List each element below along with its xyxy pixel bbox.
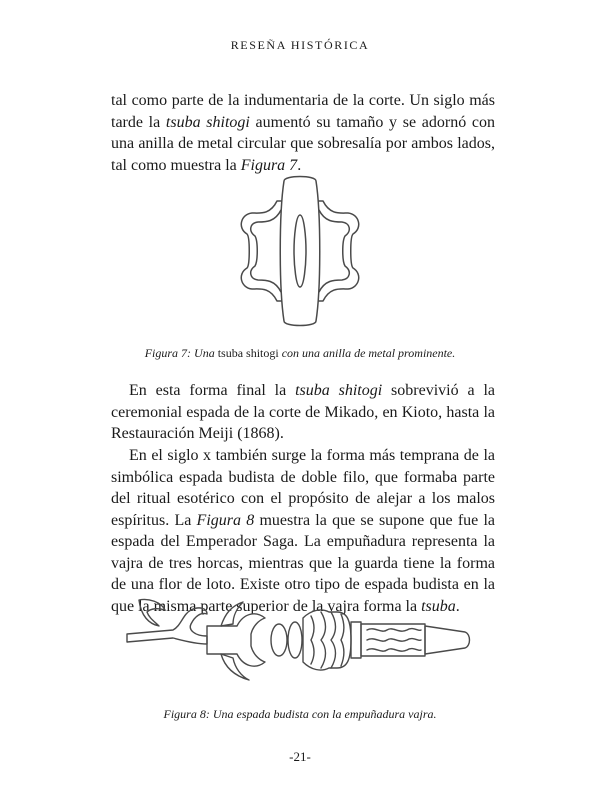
paragraph-1 <box>111 90 495 176</box>
paragraph-3 <box>111 445 495 617</box>
paragraph-1-text-b: aumentó su tamaño y se adornó con una anilla de metal circular que sobresalía por ambos lados, tal como muestra la <box>111 113 495 174</box>
figure-7-tsuba-illustration <box>222 173 378 329</box>
paragraph-2-term-tsuba-shitogi: tsuba shitogi <box>295 382 383 399</box>
vajra-knob-ring <box>288 622 302 658</box>
figure-7-caption-b: con una anilla de metal prominente. <box>281 346 456 360</box>
blade-tip <box>425 626 470 654</box>
figure-8-sword-illustration <box>125 596 475 682</box>
running-head: RESEÑA HISTÓRICA <box>230 38 370 52</box>
paragraph-2-text-a: En esta forma final la <box>129 382 296 399</box>
vajra-prong-tip <box>139 599 165 626</box>
blade-decoration <box>367 629 421 652</box>
vajra-knob <box>271 624 287 656</box>
paragraph-3-term-tsuba: tsuba <box>421 597 456 615</box>
paragraph-3-text-a: En el siglo x también surge la forma más temprana de la simbólica espada budista de doble filo, que formaba parte del ritual esotérico con el propósito de alejar a los malos espíritus. La <box>111 447 495 529</box>
figure-8-caption: Figura 8: Una espada budista con la empuñadura vajra. <box>163 707 437 721</box>
paragraph-2-text-b: sobrevivió a la ceremonial espada de la corte de Mikado, en Kioto, hasta la Restauración Meiji (1868). <box>111 382 495 442</box>
vajra-head <box>207 614 265 666</box>
paragraph-1-text-a: tal como parte de la indumentaria de la corte. Un siglo más tarde la <box>111 92 495 131</box>
figure-7-caption-term: tsuba shitogi <box>214 346 282 360</box>
page-number: -21- <box>289 749 311 764</box>
figure-7-caption <box>0 346 600 361</box>
paragraph-3-text-c: . <box>455 597 460 615</box>
paragraph-1-term-tsuba-shitogi: tsuba shitogi <box>165 113 250 131</box>
vajra-prong <box>127 608 207 644</box>
lotus-petals <box>311 612 344 668</box>
paragraph-1-figure-ref: Figura 7 <box>240 156 298 174</box>
tsuba-central-plate <box>280 177 320 326</box>
paragraph-1-text-c: . <box>297 156 302 174</box>
paragraph-3-text-b: muestra la que se supone que fue la espada del Emperador Saga. La empuñadura representa la vajra de tres horcas, mientras que la guarda tiene la forma de una flor de loto. Existe otro tipo de espada budista en la que la misma parte superior de la vajra forma la <box>111 511 496 615</box>
lotus-guard <box>303 610 351 670</box>
paragraph-3-figure-ref: Figura 8 <box>196 511 255 529</box>
paragraph-2 <box>111 380 495 445</box>
vajra-lower-prong <box>221 654 249 680</box>
blade <box>351 622 361 658</box>
figure-7-caption-a: Figura 7: Una <box>144 346 215 360</box>
